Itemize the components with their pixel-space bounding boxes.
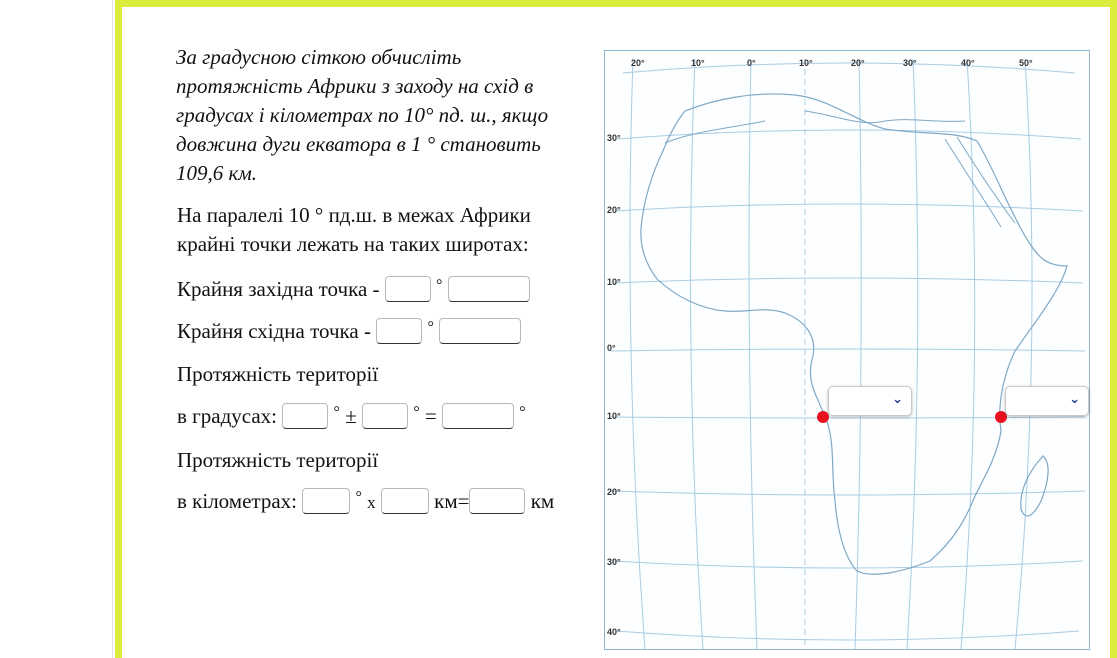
left-degree-label: 20°: [607, 205, 621, 215]
west-point-marker: [817, 411, 829, 423]
degree-sign: °: [333, 404, 340, 421]
africa-coastline: [641, 94, 1067, 574]
west-degree-sign: °: [436, 277, 443, 294]
extent-deg-row: [177, 403, 526, 429]
equals-sign: =: [457, 489, 470, 513]
extent-deg-input-1[interactable]: [282, 403, 328, 429]
top-degree-label: 50°: [1019, 58, 1033, 68]
west-degree-input[interactable]: [385, 276, 431, 302]
east-point-row: [177, 318, 521, 344]
task-text: За градусною сіткою обчисліть протяжність Африки з заходу на схід в градусах і кілометрах по 10° пд. ш., якщо довжина дуги екватора в 1 ° становить 109,6 км.: [176, 45, 549, 185]
west-point-row: [177, 276, 530, 302]
left-degree-label: 30°: [607, 133, 621, 143]
chevron-down-icon: ⌄: [1069, 392, 1080, 407]
extent-deg-result-input[interactable]: [442, 403, 514, 429]
km-unit: км: [530, 489, 555, 513]
intro-line-2: крайні точки лежать на таких широтах:: [177, 232, 529, 256]
africa-map: [604, 50, 1090, 650]
extent-km-row: [177, 488, 554, 514]
left-degree-label: 40°: [607, 627, 621, 637]
extent-deg-input-2[interactable]: [362, 403, 408, 429]
km-unit: км: [434, 489, 458, 513]
intro-line-1: На паралелі 10 ° пд.ш. в межах Африки: [177, 203, 531, 227]
extent-km-length-input[interactable]: [381, 488, 429, 514]
left-degree-label: 20°: [607, 487, 621, 497]
left-degree-labels: [607, 133, 621, 637]
chevron-down-icon: ⌄: [892, 392, 903, 407]
west-point-label: Крайня західна точка -: [177, 277, 380, 301]
left-degree-label: 0°: [607, 343, 616, 353]
extent-km-label: в кілометрах:: [177, 489, 297, 513]
degree-sign: °: [519, 404, 526, 421]
left-degree-label: 30°: [607, 557, 621, 567]
red-sea-coastline: [945, 137, 1015, 227]
degree-sign: °: [355, 489, 362, 506]
east-hemisphere-input[interactable]: [439, 318, 521, 344]
east-degree-input[interactable]: [376, 318, 422, 344]
east-point-dropdown[interactable]: [1005, 386, 1089, 416]
east-degree-sign: °: [427, 319, 434, 336]
top-degree-label: 30°: [903, 58, 917, 68]
africa-map-graphic: [605, 51, 1091, 651]
top-degree-label: 10°: [691, 58, 705, 68]
extent-deg-title: Протяжність території: [177, 362, 379, 386]
top-degree-label: 20°: [851, 58, 865, 68]
extent-km-deg-input[interactable]: [302, 488, 350, 514]
mediterranean-coastline: [665, 111, 965, 143]
left-degree-label: 10°: [607, 411, 621, 421]
left-degree-label: 10°: [607, 277, 621, 287]
page-divider: [112, 0, 113, 658]
extent-km-result-input[interactable]: [469, 488, 525, 514]
top-degree-label: 40°: [961, 58, 975, 68]
madagascar-coastline: [1021, 456, 1048, 516]
extent-deg-label: в градусах:: [177, 404, 278, 428]
top-degree-label: 0°: [747, 58, 756, 68]
extent-km-title: Протяжність території: [177, 448, 379, 472]
top-degree-label: 10°: [799, 58, 813, 68]
west-hemisphere-input[interactable]: [448, 276, 530, 302]
equals-sign: =: [424, 404, 437, 428]
plus-minus-sign: ±: [345, 404, 357, 428]
west-point-dropdown[interactable]: [828, 386, 912, 416]
times-sign: x: [367, 493, 376, 512]
east-point-label: Крайня східна точка -: [177, 319, 371, 343]
top-degree-label: 20°: [631, 58, 645, 68]
degree-sign: °: [413, 404, 420, 421]
